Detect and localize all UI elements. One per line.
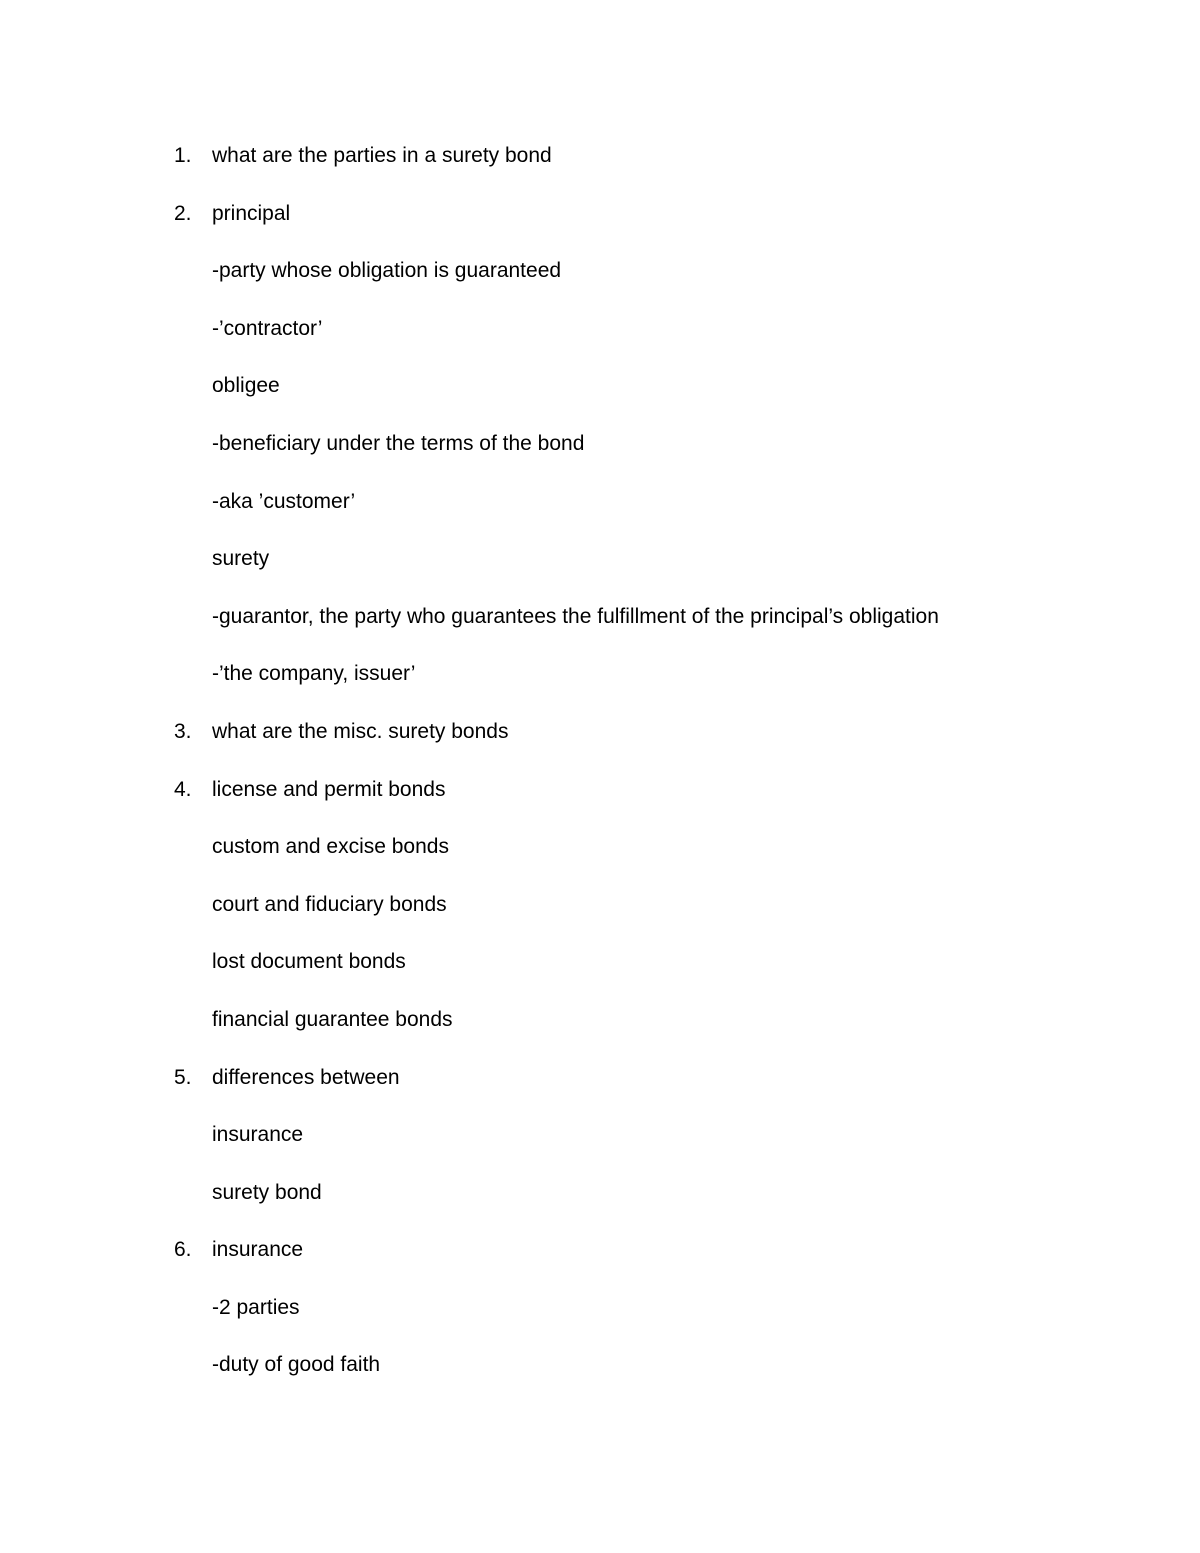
list-line (0, 1063, 1200, 1121)
list-number: 5. (174, 1065, 192, 1089)
list-text: surety bond (212, 1180, 322, 1204)
list-text: surety (212, 547, 270, 571)
list-text: -guarantor, the party who guarantees the fulfillment of the principal’s obligation (212, 604, 939, 628)
list-text: insurance (212, 1238, 304, 1262)
list-line (0, 1293, 1200, 1351)
list-line (0, 429, 1200, 487)
list-line (0, 1235, 1200, 1293)
list-number: 1. (174, 144, 192, 167)
list-text: -’the company, issuer’ (212, 662, 416, 686)
list-number: 6. (174, 1238, 192, 1262)
list-line (0, 947, 1200, 1005)
list-text: what are the parties in a surety bond (212, 144, 552, 167)
list-text: lost document bonds (212, 950, 406, 974)
list-line (0, 717, 1200, 775)
list-text: differences between (212, 1065, 400, 1089)
list-text: -aka ’customer’ (212, 489, 356, 513)
list-text: obligee (212, 374, 280, 398)
list-text: insurance (212, 1123, 304, 1147)
list-line (0, 890, 1200, 948)
list-number: 4. (174, 777, 192, 801)
list-line (0, 256, 1200, 314)
list-number: 3. (174, 719, 192, 743)
list-line (0, 487, 1200, 545)
list-line (0, 371, 1200, 429)
list-text: custom and excise bonds (212, 835, 449, 859)
list-line (0, 199, 1200, 257)
list-line (0, 1005, 1200, 1063)
list-number: 2. (174, 201, 192, 225)
list-text: -duty of good faith (212, 1353, 381, 1377)
list-line (0, 775, 1200, 833)
list-text: -party whose obligation is guaranteed (212, 259, 562, 283)
document-body (0, 141, 1200, 1408)
list-text: financial guarantee bonds (212, 1007, 453, 1031)
list-text: principal (212, 201, 291, 225)
list-line (0, 1350, 1200, 1408)
list-line (0, 602, 1200, 660)
list-text: what are the misc. surety bonds (212, 719, 509, 743)
list-line (0, 544, 1200, 602)
list-text: court and fiduciary bonds (212, 892, 447, 916)
list-line (0, 1178, 1200, 1236)
list-text: license and permit bonds (212, 777, 446, 801)
list-text: -beneficiary under the terms of the bond (212, 431, 585, 455)
list-line (0, 314, 1200, 372)
list-line (0, 1120, 1200, 1178)
list-text: -’contractor’ (212, 316, 323, 340)
list-line (0, 659, 1200, 717)
list-line (0, 832, 1200, 890)
list-text: -2 parties (212, 1295, 300, 1319)
list-line (0, 141, 1200, 199)
